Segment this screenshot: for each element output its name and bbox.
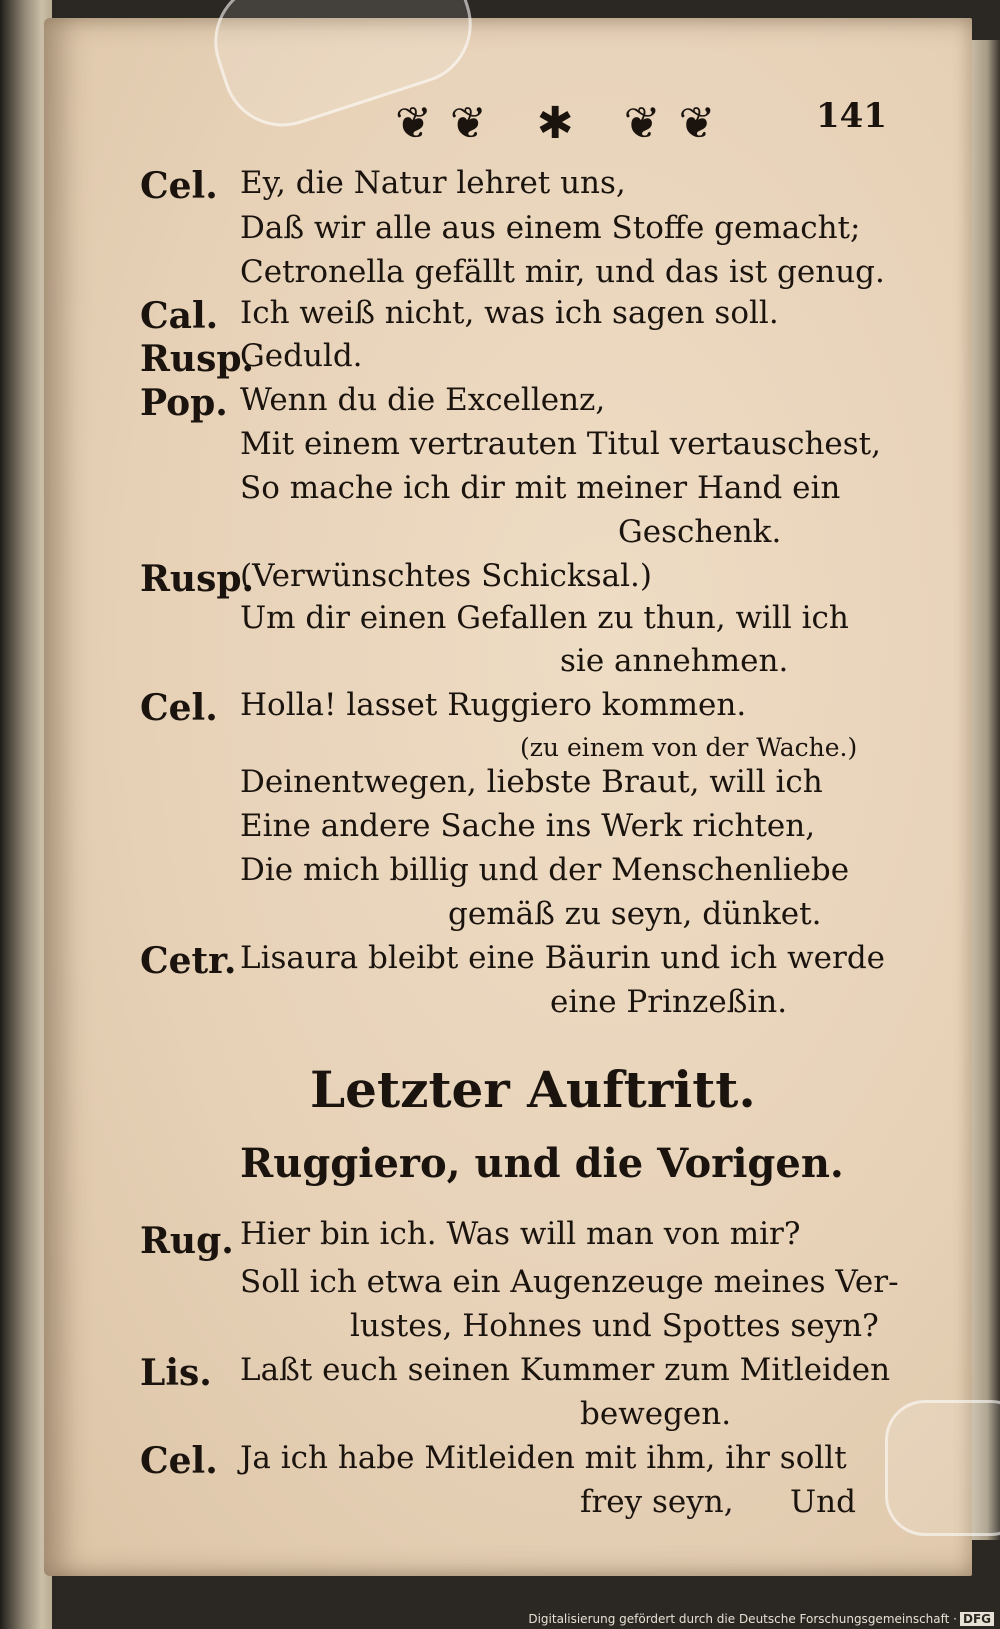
scene-title: Letzter Auftritt. (310, 1060, 756, 1119)
dfg-logo: DFG (960, 1612, 994, 1626)
verse-line: Lisaura bleibt eine Bäurin und ich werde (240, 940, 886, 976)
verse-line: (Verwünschtes Schicksal.) (240, 558, 652, 594)
speaker-label: Cel. (140, 165, 218, 207)
speaker-label: Rusp. (140, 338, 255, 380)
verse-line: Wenn du die Excellenz, (240, 382, 606, 418)
verse-line: lustes, Hohnes und Spottes seyn? (350, 1308, 879, 1344)
verse-line: bewegen. (580, 1396, 732, 1432)
stage-direction: (zu einem von der Wache.) (520, 733, 858, 762)
verse-line: Um dir einen Gefallen zu thun, will ich (240, 600, 849, 636)
speaker-label: Rusp. (140, 558, 255, 600)
verse-line: Eine andere Sache ins Werk richten, (240, 808, 816, 844)
verse-line: Soll ich etwa ein Augenzeuge meines Ver- (240, 1264, 899, 1300)
speaker-label: Cel. (140, 687, 218, 729)
digitization-credit (528, 1612, 994, 1626)
verse-line: Ey, die Natur lehret uns, (240, 165, 626, 201)
credit-text: Digitalisierung gefördert durch die Deutsche Forschungsgemeinschaft · (528, 1612, 957, 1626)
verse-line: Geduld. (240, 338, 363, 374)
verse-line: Die mich billig und der Menschenliebe (240, 852, 850, 888)
verse-line: So mache ich dir mit meiner Hand ein (240, 470, 841, 506)
verse-line: Cetronella gefällt mir, und das ist genug. (240, 254, 885, 290)
header-ornament: ❦❦ ✱ ❦❦ (395, 98, 734, 149)
speaker-label: Pop. (140, 382, 228, 424)
scene-subtitle: Ruggiero, und die Vorigen. (240, 1140, 844, 1187)
verse-line: Ich weiß nicht, was ich sagen soll. (240, 295, 779, 331)
verse-line: Ja ich habe Mitleiden mit ihm, ihr sollt (240, 1440, 847, 1476)
verse-line: Hier bin ich. Was will man von mir? (240, 1216, 801, 1252)
catchword: Und (790, 1484, 856, 1520)
verse-line: Holla! lasset Ruggiero kommen. (240, 687, 747, 723)
speaker-label: Lis. (140, 1352, 212, 1394)
speaker-label: Rug. (140, 1220, 234, 1262)
page-number: 141 (816, 96, 887, 136)
verse-line: Laßt euch seinen Kummer zum Mitleiden (240, 1352, 891, 1388)
verse-line: Mit einem vertrauten Titul vertauschest, (240, 426, 881, 462)
verse-line: gemäß zu seyn, dünket. (448, 896, 822, 932)
speaker-label: Cetr. (140, 940, 237, 982)
verse-line: Geschenk. (618, 514, 782, 550)
verse-line: sie annehmen. (560, 643, 789, 679)
speaker-label: Cel. (140, 1440, 218, 1482)
verse-line: Daß wir alle aus einem Stoffe gemacht; (240, 210, 861, 246)
verse-line: Deinentwegen, liebste Braut, will ich (240, 764, 823, 800)
verse-line: frey seyn, (580, 1484, 734, 1520)
speaker-label: Cal. (140, 295, 219, 337)
verse-line: eine Prinzeßin. (550, 984, 788, 1020)
